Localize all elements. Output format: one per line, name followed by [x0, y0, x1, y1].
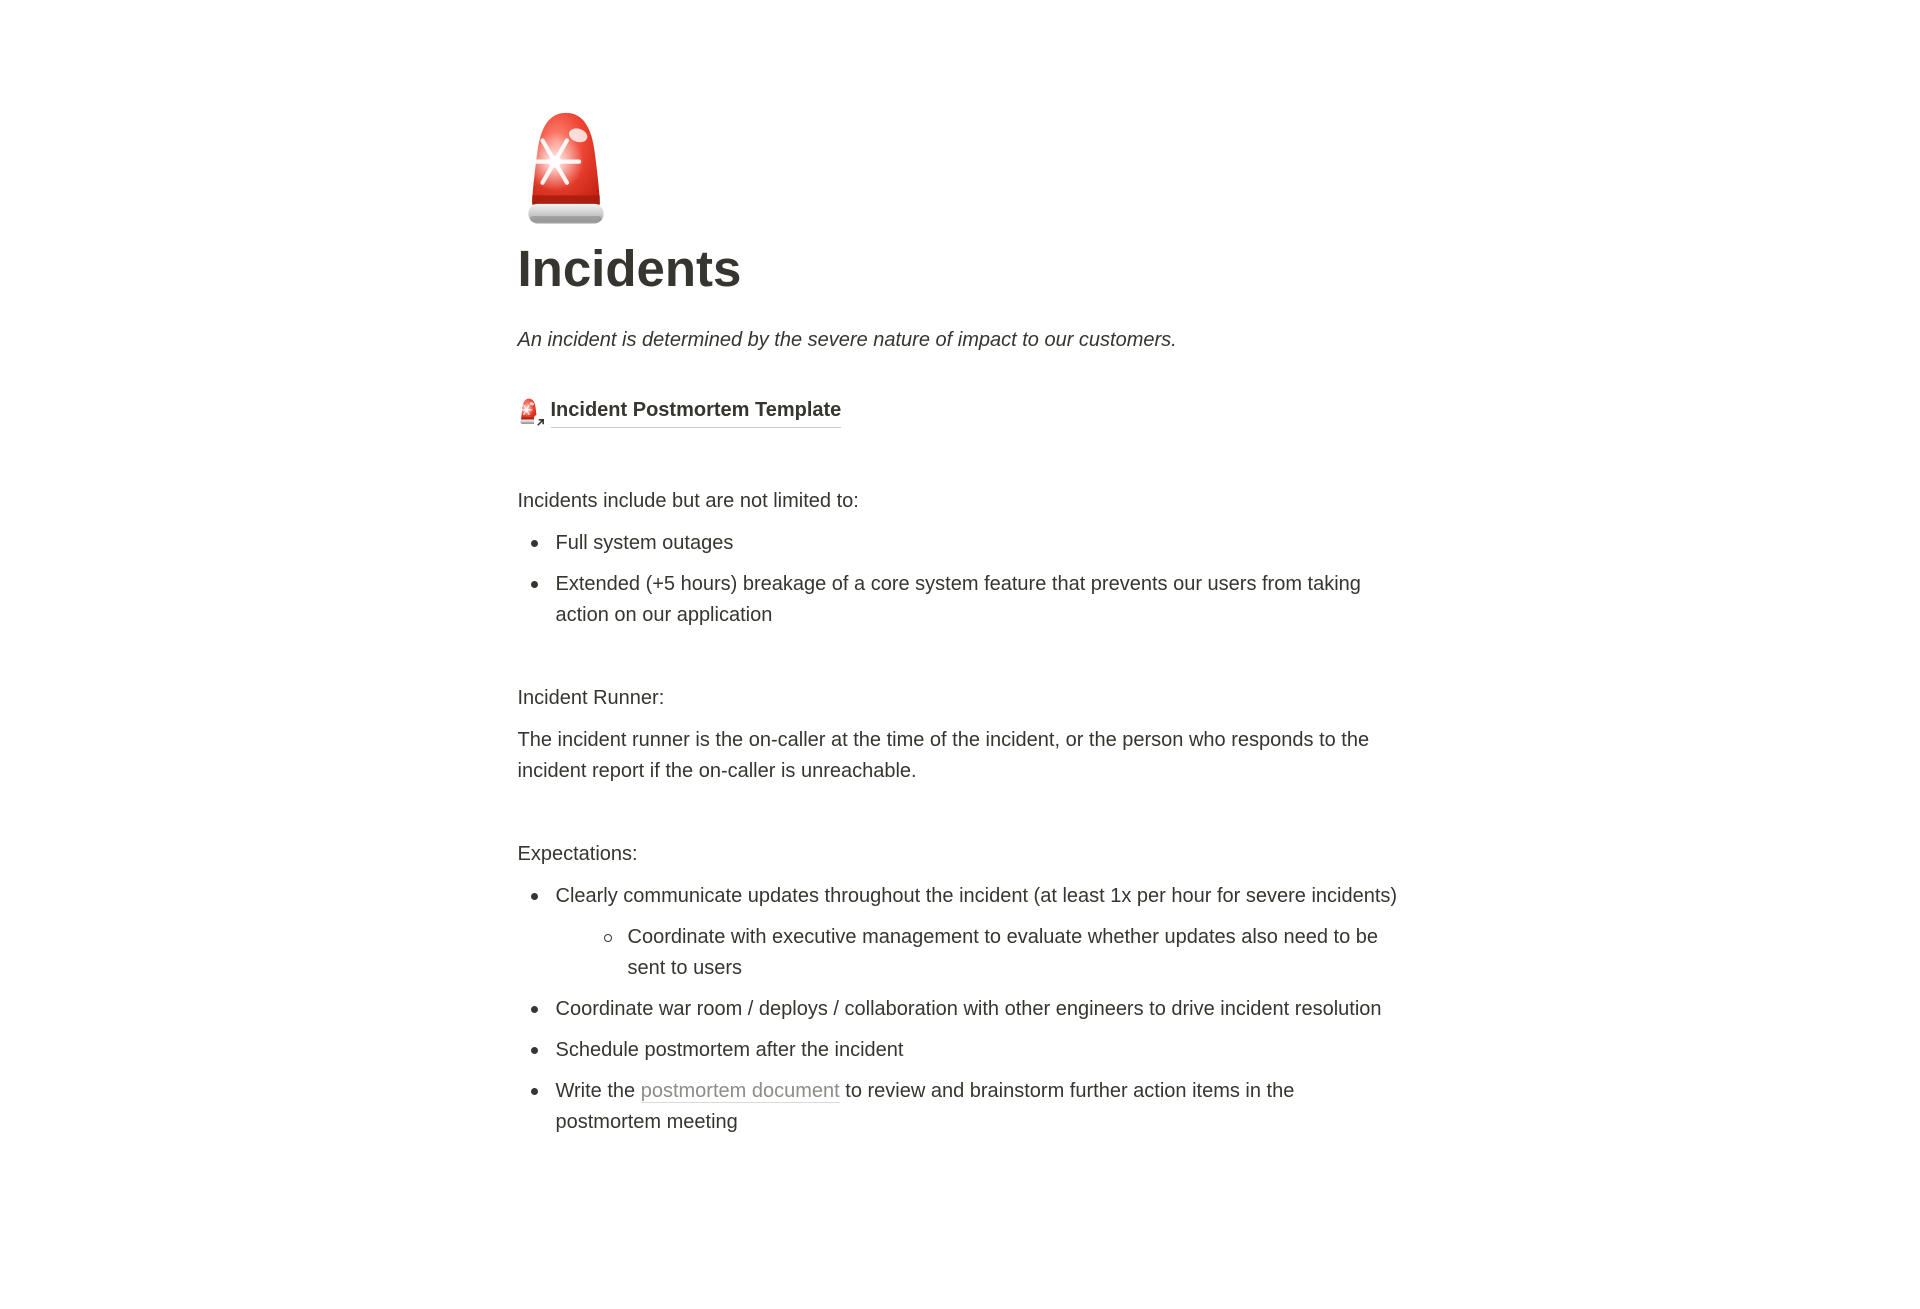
list-item: Coordinate war room / deploys / collaboration with other engineers to drive incident resolution	[518, 994, 1403, 1025]
expectations-heading: Expectations:	[517, 843, 638, 866]
police-car-light-icon[interactable]	[518, 110, 614, 232]
page-title: Incidents	[517, 240, 742, 297]
incidents-list	[518, 528, 1403, 631]
arrow-up-right-icon	[534, 415, 548, 429]
expectations-list	[518, 881, 1403, 1138]
page-link-label: Incident Postmortem Template	[551, 396, 842, 428]
list-item	[518, 881, 1403, 984]
list-item: Schedule postmortem after the incident	[518, 1035, 1403, 1066]
incidents-intro: Incidents include but are not limited to:	[517, 490, 859, 513]
sub-list-item: Coordinate with executive management to evaluate whether updates also need to be sent to users	[593, 922, 1403, 984]
list-item	[518, 1076, 1403, 1138]
page-content	[518, 110, 1403, 1138]
list-item: Full system outages	[518, 528, 1403, 559]
list-item-text-prefix: Write the	[555, 1080, 641, 1103]
list-item-text: Clearly communicate updates throughout the incident (at least 1x per hour for severe incidents)	[555, 885, 1398, 908]
page-subtitle: An incident is determined by the severe nature of impact to our customers.	[517, 329, 1177, 352]
expectations-sublist	[556, 922, 1403, 984]
postmortem-document-link[interactable]: postmortem document	[640, 1080, 840, 1103]
list-item-text-suffix: to review and brainstorm further action items in the postmortem meeting	[555, 1080, 1295, 1134]
incident-runner-text: The incident runner is the on-caller at the time of the incident, or the person who responds to the incident report if the on-caller is unreachable.	[517, 729, 1370, 783]
incident-postmortem-template-link[interactable]	[518, 396, 842, 428]
list-item: Extended (+5 hours) breakage of a core system feature that prevents our users from taking action on our application	[518, 569, 1403, 631]
incident-runner-heading: Incident Runner:	[517, 687, 665, 710]
police-car-light-icon	[518, 398, 542, 426]
